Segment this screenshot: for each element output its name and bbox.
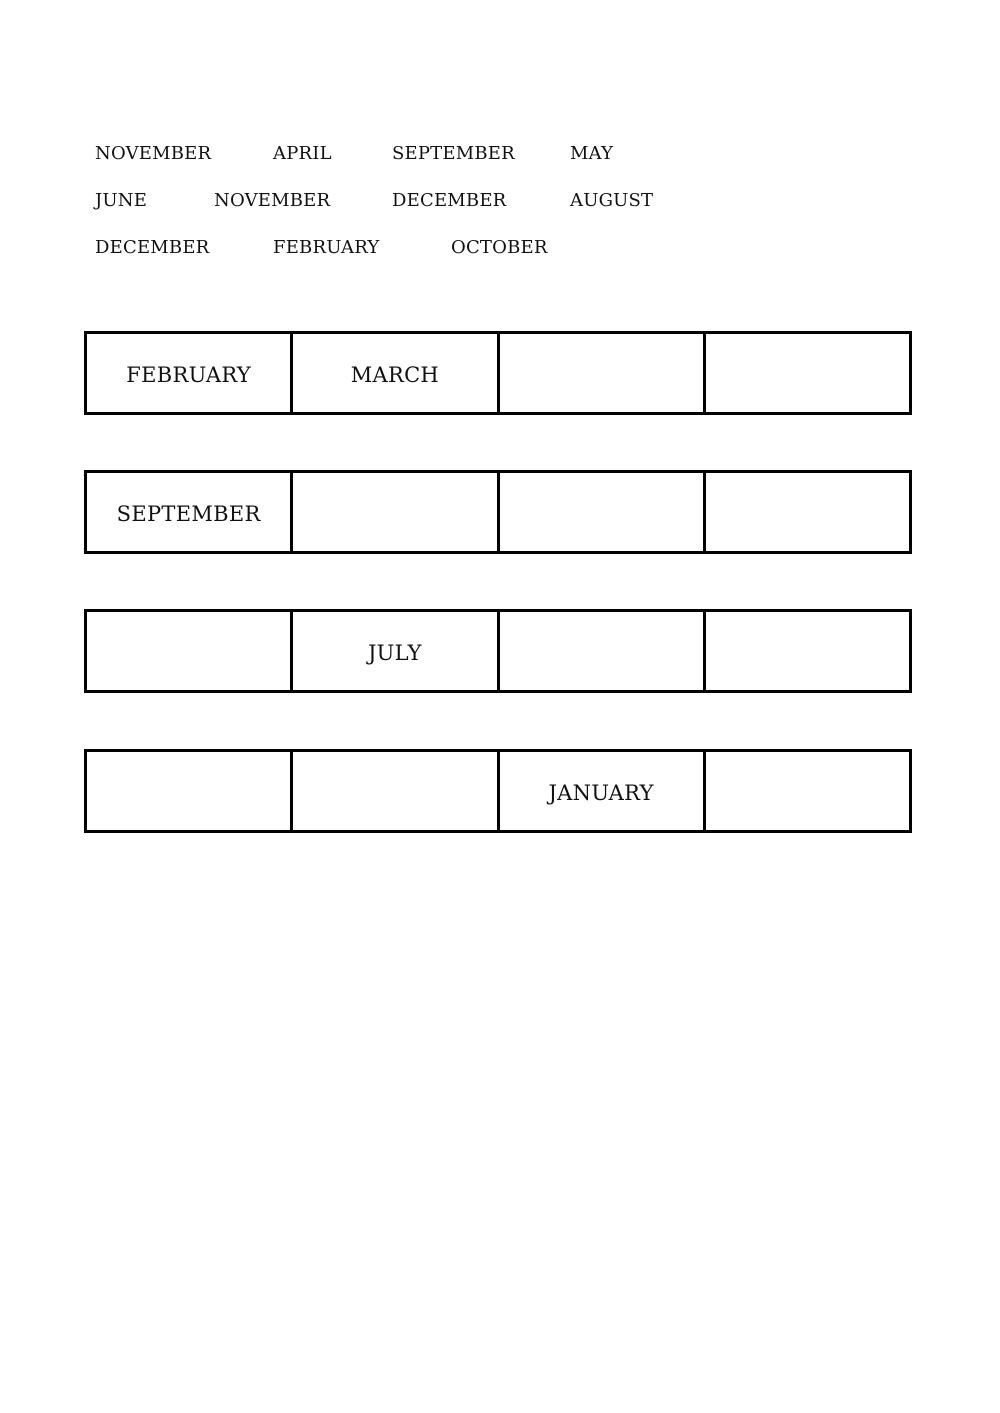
sequence-drop-cell[interactable] <box>703 334 909 412</box>
sequence-drop-cell[interactable] <box>497 473 703 551</box>
sequence-drop-cell[interactable] <box>290 473 496 551</box>
sequence-row-2 <box>84 470 912 554</box>
word-bank-word[interactable]: JUNE <box>95 190 148 211</box>
sequence-cell: FEBRUARY <box>126 363 252 387</box>
word-bank-word[interactable]: FEBRUARY <box>273 237 380 258</box>
sequence-cell: MARCH <box>290 334 496 412</box>
sequence-drop-cell[interactable] <box>87 752 290 830</box>
word-bank-word[interactable]: AUGUST <box>570 190 654 211</box>
sequence-drop-cell[interactable] <box>497 612 703 690</box>
sequence-drop-cell[interactable] <box>290 752 496 830</box>
sequence-drop-cell[interactable] <box>703 473 909 551</box>
sequence-drop-cell[interactable] <box>703 612 909 690</box>
word-bank <box>0 0 1000 300</box>
word-bank-word[interactable]: NOVEMBER <box>214 190 331 211</box>
sequence-cell: JULY <box>290 612 496 690</box>
sequence-cell: JANUARY <box>497 752 703 830</box>
sequence-drop-cell[interactable] <box>497 334 703 412</box>
word-bank-word[interactable]: OCTOBER <box>451 237 548 258</box>
sequence-row-1 <box>84 331 912 415</box>
sequence-drop-cell[interactable] <box>87 612 290 690</box>
sequence-cell: SEPTEMBER <box>116 502 261 526</box>
sequence-row-4 <box>84 749 912 833</box>
word-bank-word[interactable]: DECEMBER <box>392 190 507 211</box>
word-bank-word[interactable]: APRIL <box>273 143 332 164</box>
word-bank-word[interactable]: MAY <box>570 143 614 164</box>
sequence-row-3 <box>84 609 912 693</box>
word-bank-word[interactable]: SEPTEMBER <box>392 143 515 164</box>
word-bank-word[interactable]: DECEMBER <box>95 237 210 258</box>
sequence-drop-cell[interactable] <box>703 752 909 830</box>
word-bank-word[interactable]: NOVEMBER <box>95 143 212 164</box>
